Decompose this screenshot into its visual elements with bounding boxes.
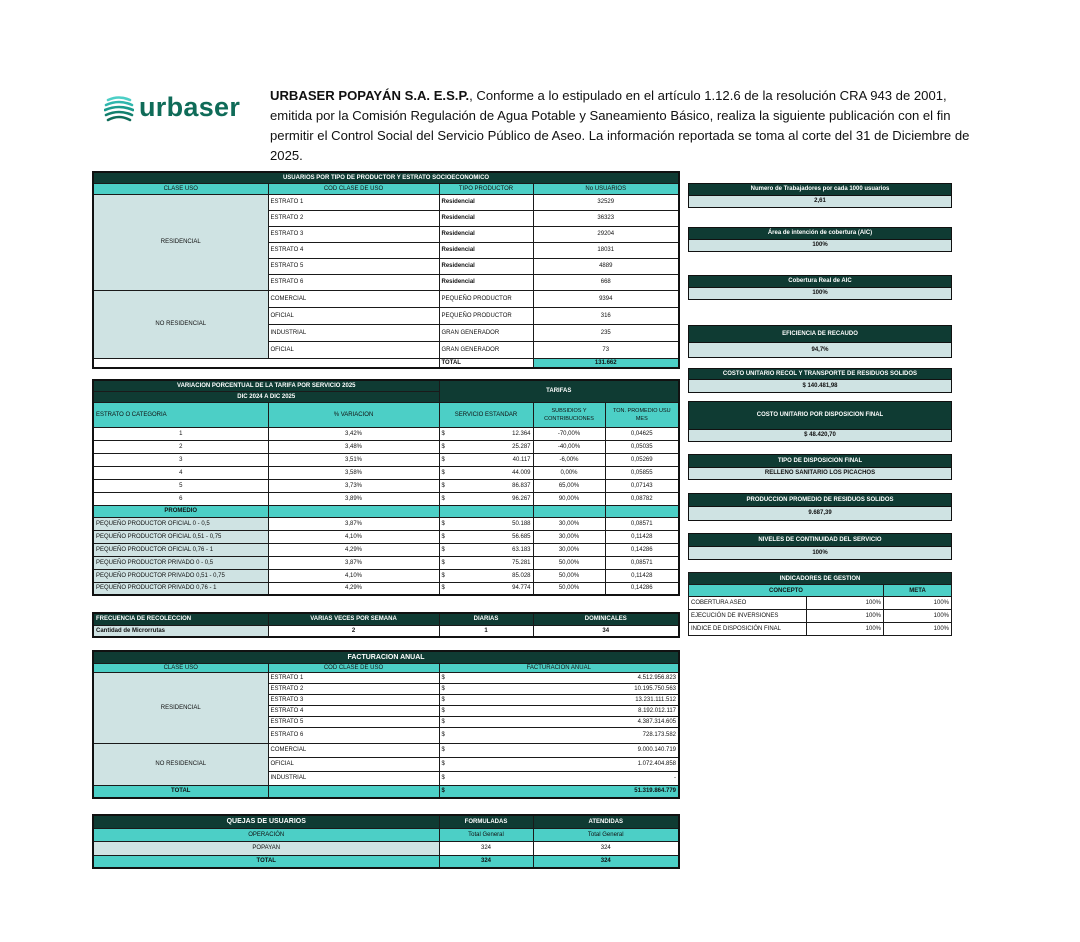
tarifa-serv-value: 50.188: [512, 520, 531, 527]
card-aic-value: 100%: [689, 239, 951, 251]
table-row: [93, 743, 679, 757]
table-row-cod: ESTRATO 2: [268, 210, 439, 226]
card-continuidad-title: NIVELES DE CONTINUIDAD DEL SERVICIO: [689, 534, 951, 546]
frecuencia-semana-value: 2: [268, 625, 439, 637]
tarifa-serv-value: 12.364: [512, 430, 531, 437]
frecuencia-table: [92, 612, 680, 638]
table-row: [93, 530, 679, 543]
table-row: [93, 453, 679, 466]
table-row-n: 316: [533, 307, 679, 324]
table-row-tipo: PEQUEÑO PRODUCTOR: [439, 290, 533, 307]
currency-sign: $: [441, 469, 445, 476]
table-row: [93, 672, 679, 683]
tarifa-cat: PEQUEÑO PRODUCTOR OFICIAL 0 - 0,5: [93, 517, 268, 530]
facturacion-cod: OFICIAL: [268, 757, 439, 771]
table-row-tipo: Residencial: [439, 258, 533, 274]
tarifa-serv-value: 85.028: [512, 572, 531, 579]
facturacion-title: FACTURACION ANUAL: [93, 651, 679, 663]
usuarios-no-residencial-label: NO RESIDENCIAL: [93, 290, 268, 358]
frecuencia-header-dominicales: DOMINICALES: [533, 613, 679, 625]
facturacion-no_residencial-label: NO RESIDENCIAL: [93, 743, 268, 785]
frecuencia-dominicales-value: 34: [533, 625, 679, 637]
currency-sign: $: [441, 585, 445, 592]
facturacion-amount: [439, 771, 679, 785]
indicador-meta: 100%: [884, 610, 952, 623]
table-row-cod: OFICIAL: [268, 307, 439, 324]
indicadores-meta: META: [884, 585, 952, 597]
tarifa-var: 4,10%: [268, 530, 439, 543]
facturacion-amount: [439, 757, 679, 771]
frecuencia-diarias-value: 1: [439, 625, 533, 637]
table-row-n: 18031: [533, 242, 679, 258]
card-recaudo-value: 94,7%: [689, 342, 951, 357]
tarifa-ton: 0,08782: [605, 492, 679, 505]
facturacion-amount-value: 1.072.404.858: [637, 761, 677, 767]
facturacion-total: [439, 785, 679, 798]
table-row-cod: ESTRATO 3: [268, 226, 439, 242]
table-row-tipo: GRAN GENERADOR: [439, 341, 533, 358]
card-cobertura-title: Cobertura Real de AIC: [689, 276, 951, 287]
table-row-n: 32529: [533, 194, 679, 210]
frecuencia-row-label: Cantidad de Microrrutas: [93, 625, 268, 637]
tarifa-ton: 0,11428: [605, 569, 679, 582]
currency-sign: $: [441, 430, 445, 437]
tarifa-serv-value: 44.009: [512, 469, 531, 476]
tarifa-ton: 0,04625: [605, 427, 679, 440]
currency-sign: $: [441, 718, 445, 725]
tarifa-cat: PEQUEÑO PRODUCTOR PRIVADO 0 - 0,5: [93, 556, 268, 569]
frecuencia-header-diarias: DIARIAS: [439, 613, 533, 625]
tarifa-serv: [439, 582, 533, 595]
tarifa-cat: PEQUEÑO PRODUCTOR OFICIAL 0,76 - 1: [93, 543, 268, 556]
usuarios-title: USUARIOS POR TIPO DE PRODUCTOR Y ESTRATO SOCIOECONOMICO: [93, 172, 679, 183]
table-row-cod: ESTRATO 5: [268, 258, 439, 274]
table-row-tipo: Residencial: [439, 210, 533, 226]
card-recol: [688, 368, 952, 393]
card-recol-title: COSTO UNITARIO RECOL Y TRANSPORTE DE RESIDUOS SOLIDOS: [689, 369, 951, 379]
indicador-valor: 100%: [807, 623, 884, 636]
tarifa-tarifas-label: TARIFAS: [439, 380, 679, 402]
table-row-tipo: Residencial: [439, 242, 533, 258]
facturacion-cod: ESTRATO 5: [268, 716, 439, 727]
facturacion-amount-value: 8.192.012.117: [638, 707, 677, 714]
quejas-total-general-a: Total General: [533, 828, 679, 841]
table-row: [689, 623, 952, 636]
tarifa-cat: 5: [93, 479, 268, 492]
facturacion-table: [92, 650, 680, 799]
table-row-cod: ESTRATO 1: [268, 194, 439, 210]
usuarios-header-tipo: TIPO PRODUCTOR: [439, 183, 533, 194]
tarifa-serv: [439, 556, 533, 569]
card-cobertura-value: 100%: [689, 287, 951, 299]
table-row-n: 73: [533, 341, 679, 358]
currency-sign: $: [441, 443, 445, 450]
tarifa-serv-value: 96.267: [512, 495, 531, 502]
table-row-cod: INDUSTRIAL: [268, 324, 439, 341]
currency-sign: $: [441, 456, 445, 463]
tarifa-promedio-label: PROMEDIO: [93, 505, 268, 517]
indicador-valor: 100%: [807, 610, 884, 623]
facturacion-amount-value: 4.387.314.605: [637, 718, 677, 725]
facturacion-cod: ESTRATO 6: [268, 727, 439, 743]
tarifa-header-serv: SERVICIO ESTANDAR: [439, 402, 533, 427]
quejas-row-label: POPAYAN: [93, 841, 439, 855]
facturacion-header-fact: FACTURACION ANUAL: [439, 663, 679, 672]
tarifa-sub: 50,00%: [533, 556, 605, 569]
card-tipo: [688, 454, 952, 480]
tarifa-serv: [439, 440, 533, 453]
tarifa-serv: [439, 453, 533, 466]
tarifa-serv: [439, 492, 533, 505]
tarifa-serv-value: 75.281: [512, 559, 531, 566]
table-row: [93, 440, 679, 453]
tarifa-sub: -6,00%: [533, 453, 605, 466]
indicadores-concepto: CONCEPTO: [689, 585, 884, 597]
card-produccion-value: 9.687,39: [689, 506, 951, 520]
currency-sign: $: [441, 732, 445, 738]
card-trabajadores-title: Numero de Trabajadores por cada 1000 usuarios: [689, 184, 951, 195]
tarifa-var: 4,10%: [268, 569, 439, 582]
table-row: [93, 479, 679, 492]
currency-sign: $: [441, 696, 445, 703]
table-row: [93, 582, 679, 595]
card-recol-value: $ 140.481,98: [689, 379, 951, 392]
table-row-tipo: Residencial: [439, 226, 533, 242]
currency-sign: $: [441, 495, 445, 502]
usuarios-table: [92, 171, 680, 369]
quejas-total-label: TOTAL: [93, 855, 439, 868]
tarifa-header-var: % VARIACION: [268, 402, 439, 427]
tarifa-var: 3,89%: [268, 492, 439, 505]
tarifa-sub: 65,00%: [533, 479, 605, 492]
tarifa-header-cat: ESTRATO O CATEGORIA: [93, 402, 268, 427]
quejas-total-a: 324: [533, 855, 679, 868]
table-row-cod: COMERCIAL: [268, 290, 439, 307]
usuarios-total: 131.662: [533, 358, 679, 368]
card-trabajadores-value: 2,61: [689, 195, 951, 207]
quejas-atendidas: ATENDIDAS: [533, 815, 679, 828]
quejas-operacion: OPERACIÓN: [93, 828, 439, 841]
facturacion-amount: [439, 683, 679, 694]
tarifa-table: [92, 379, 680, 596]
tarifa-var: 3,48%: [268, 440, 439, 453]
tarifa-sub: -40,00%: [533, 440, 605, 453]
tarifa-serv-value: 86.837: [512, 482, 531, 489]
table-row-cod: ESTRATO 6: [268, 274, 439, 290]
quejas-row-f: 324: [439, 841, 533, 855]
table-row-tipo: Residencial: [439, 274, 533, 290]
quejas-title: QUEJAS DE USUARIOS: [93, 815, 439, 828]
facturacion-cod: INDUSTRIAL: [268, 771, 439, 785]
tarifa-var: 3,51%: [268, 453, 439, 466]
facturacion-amount-value: 10.195.750.563: [634, 685, 677, 692]
indicador-concepto: INDICE DE DISPOSICIÓN FINAL: [689, 623, 807, 636]
tarifa-sub: 50,00%: [533, 582, 605, 595]
currency-sign: $: [441, 761, 445, 767]
currency-sign: $: [441, 788, 445, 795]
tarifa-ton: 0,08571: [605, 556, 679, 569]
frecuencia-header-title: FRECUENCIA DE RECOLECCION: [93, 613, 268, 625]
indicadores-table: [688, 572, 952, 636]
card-continuidad: [688, 533, 952, 560]
indicador-concepto: COBERTURA ASEO: [689, 597, 807, 610]
indicador-meta: 100%: [884, 597, 952, 610]
table-row-n: 668: [533, 274, 679, 290]
table-row: [689, 597, 952, 610]
tarifa-cat: PEQUEÑO PRODUCTOR PRIVADO 0,51 - 0,75: [93, 569, 268, 582]
card-cobertura: [688, 275, 952, 300]
tarifa-ton: 0,11428: [605, 530, 679, 543]
tarifa-sub: 30,00%: [533, 543, 605, 556]
facturacion-header-clase: CLASE USO: [93, 663, 268, 672]
table-row: [93, 517, 679, 530]
card-tipo-title: TIPO DE DISPOSICION FINAL: [689, 455, 951, 467]
facturacion-amount-value: 728.173.582: [642, 732, 677, 738]
facturacion-cod: ESTRATO 1: [268, 672, 439, 683]
facturacion-amount: [439, 705, 679, 716]
intro-paragraph: [270, 86, 988, 166]
currency-sign: $: [441, 546, 445, 553]
tarifa-var: 4,29%: [268, 543, 439, 556]
tarifa-var: 3,73%: [268, 479, 439, 492]
tarifa-cat: 6: [93, 492, 268, 505]
tarifa-var: 3,87%: [268, 556, 439, 569]
tarifa-cat: 3: [93, 453, 268, 466]
facturacion-amount: [439, 743, 679, 757]
urbaser-logo-icon: [104, 94, 134, 126]
table-row: [93, 543, 679, 556]
currency-sign: $: [441, 559, 445, 566]
table-row: [93, 569, 679, 582]
facturacion-amount-value: 13.231.111.512: [635, 696, 677, 703]
tarifa-ton: 0,07143: [605, 479, 679, 492]
tarifa-serv-value: 63.183: [512, 546, 531, 553]
table-row-n: 29204: [533, 226, 679, 242]
facturacion-amount-value: -: [674, 775, 677, 781]
indicador-concepto: EJECUCIÓN DE INVERSIONES: [689, 610, 807, 623]
tarifa-serv-value: 56.685: [512, 533, 531, 540]
tarifa-cat: 1: [93, 427, 268, 440]
card-trabajadores: [688, 183, 952, 208]
table-row-n: 9394: [533, 290, 679, 307]
usuarios-total-label: TOTAL: [439, 358, 533, 368]
table-row: [689, 610, 952, 623]
tarifa-subtitle: DIC 2024 A DIC 2025: [93, 391, 439, 402]
tarifa-sub: 0,00%: [533, 466, 605, 479]
usuarios-header-cod: COD CLASE DE USO: [268, 183, 439, 194]
tarifa-ton: 0,08571: [605, 517, 679, 530]
tarifa-title: VARIACION PORCENTUAL DE LA TARIFA POR SERVICIO 2025: [93, 380, 439, 391]
card-aic: [688, 227, 952, 252]
table-row: [93, 556, 679, 569]
indicador-meta: 100%: [884, 623, 952, 636]
tarifa-ton: 0,05035: [605, 440, 679, 453]
facturacion-total-value: 51.319.864.779: [634, 788, 677, 795]
facturacion-amount-value: 4.512.956.823: [637, 674, 677, 681]
tarifa-cat: PEQUEÑO PRODUCTOR PRIVADO 0,76 - 1: [93, 582, 268, 595]
currency-sign: $: [441, 520, 445, 527]
facturacion-cod: ESTRATO 4: [268, 705, 439, 716]
currency-sign: $: [441, 707, 445, 714]
usuarios-header-clase: CLASE USO: [93, 183, 268, 194]
tarifa-var: 3,58%: [268, 466, 439, 479]
quejas-formuladas: FORMULADAS: [439, 815, 533, 828]
currency-sign: $: [441, 482, 445, 489]
tarifa-var: 4,29%: [268, 582, 439, 595]
facturacion-header-cod: COD CLASE DE USO: [268, 663, 439, 672]
facturacion-amount-value: 9.000.140.719: [637, 747, 677, 753]
tarifa-serv: [439, 517, 533, 530]
currency-sign: $: [441, 685, 445, 692]
company-name: URBASER POPAYÁN S.A. E.S.P.: [270, 88, 470, 103]
facturacion-residencial-label: RESIDENCIAL: [93, 672, 268, 743]
tarifa-header-sub: SUBSIDIOS Y CONTRIBUCIONES: [533, 402, 605, 427]
table-row-tipo: GRAN GENERADOR: [439, 324, 533, 341]
table-row-cod: ESTRATO 4: [268, 242, 439, 258]
table-row-n: 4889: [533, 258, 679, 274]
tarifa-serv: [439, 569, 533, 582]
tarifa-serv: [439, 479, 533, 492]
tarifa-ton: 0,14286: [605, 582, 679, 595]
tarifa-ton: 0,14286: [605, 543, 679, 556]
tarifa-sub: 50,00%: [533, 569, 605, 582]
table-row-cod: OFICIAL: [268, 341, 439, 358]
tarifa-ton: 0,05855: [605, 466, 679, 479]
table-row: [93, 466, 679, 479]
tarifa-sub: -70,00%: [533, 427, 605, 440]
quejas-row-a: 324: [533, 841, 679, 855]
tarifa-ton: 0,05269: [605, 453, 679, 466]
card-recaudo-title: EFICIENCIA DE RECAUDO: [689, 326, 951, 342]
tarifa-serv: [439, 427, 533, 440]
tarifa-sub: 30,00%: [533, 517, 605, 530]
facturacion-amount: [439, 672, 679, 683]
card-disposicion-value: $ 48.420,70: [689, 429, 951, 441]
usuarios-residencial-label: RESIDENCIAL: [93, 194, 268, 290]
tarifa-cat: PEQUEÑO PRODUCTOR OFICIAL 0,51 - 0,75: [93, 530, 268, 543]
facturacion-cod: ESTRATO 3: [268, 694, 439, 705]
tarifa-serv-value: 40.117: [512, 456, 531, 463]
tarifa-var: 3,87%: [268, 517, 439, 530]
facturacion-amount: [439, 694, 679, 705]
tarifa-serv: [439, 466, 533, 479]
indicador-valor: 100%: [807, 597, 884, 610]
table-row-n: 36323: [533, 210, 679, 226]
tarifa-header-ton: TON. PROMEDIO USU MES: [605, 402, 679, 427]
table-row: [93, 427, 679, 440]
quejas-total-f: 324: [439, 855, 533, 868]
card-aic-title: Área de intención de cobertura (AIC): [689, 228, 951, 239]
card-continuidad-value: 100%: [689, 546, 951, 559]
card-disposicion-title: COSTO UNITARIO POR DISPOSICION FINAL: [689, 402, 951, 429]
facturacion-cod: ESTRATO 2: [268, 683, 439, 694]
urbaser-logo: [104, 92, 254, 128]
quejas-total-general-f: Total General: [439, 828, 533, 841]
tarifa-cat: 4: [93, 466, 268, 479]
tarifa-var: 3,42%: [268, 427, 439, 440]
facturacion-cod: COMERCIAL: [268, 743, 439, 757]
currency-sign: $: [441, 747, 445, 753]
card-disposicion: [688, 401, 952, 442]
tarifa-serv-value: 94.774: [512, 585, 531, 592]
currency-sign: $: [441, 533, 445, 540]
quejas-table: [92, 814, 680, 869]
facturacion-amount: [439, 727, 679, 743]
tarifa-serv: [439, 530, 533, 543]
table-row-tipo: Residencial: [439, 194, 533, 210]
usuarios-header-n: No USUARIOS: [533, 183, 679, 194]
card-produccion: [688, 493, 952, 521]
facturacion-total-label: TOTAL: [93, 785, 268, 798]
currency-sign: $: [441, 775, 445, 781]
card-tipo-value: RELLENO SANITARIO LOS PICACHOS: [689, 467, 951, 479]
urbaser-logo-text: urbaser: [139, 92, 241, 122]
facturacion-amount: [439, 716, 679, 727]
tarifa-cat: 2: [93, 440, 268, 453]
tarifa-sub: 90,00%: [533, 492, 605, 505]
table-row: [93, 492, 679, 505]
tarifa-serv-value: 25.287: [512, 443, 531, 450]
tarifa-sub: 30,00%: [533, 530, 605, 543]
table-row-n: 235: [533, 324, 679, 341]
intro-text: , Conforme a lo estipulado en el artículo 1.12.6 de la resolución CRA 943 de 2001, emitida por la Comisión Regulación de Agua Potable y Saneamiento Básico, realiza la siguiente publicación con el fin permitir el Control Social del Servicio Público de Aseo. La información reportada se toma al corte del 31 de Diciembre de 2025.: [270, 88, 970, 163]
card-produccion-title: PRODUCCION PROMEDIO DE RESIDUOS SOLIDOS: [689, 494, 951, 506]
currency-sign: $: [441, 674, 445, 681]
card-recaudo: [688, 325, 952, 358]
frecuencia-header-semana: VARIAS VECES POR SEMANA: [268, 613, 439, 625]
tarifa-serv: [439, 543, 533, 556]
table-row-tipo: PEQUEÑO PRODUCTOR: [439, 307, 533, 324]
currency-sign: $: [441, 572, 445, 579]
indicadores-title: INDICADORES DE GESTION: [689, 573, 952, 585]
